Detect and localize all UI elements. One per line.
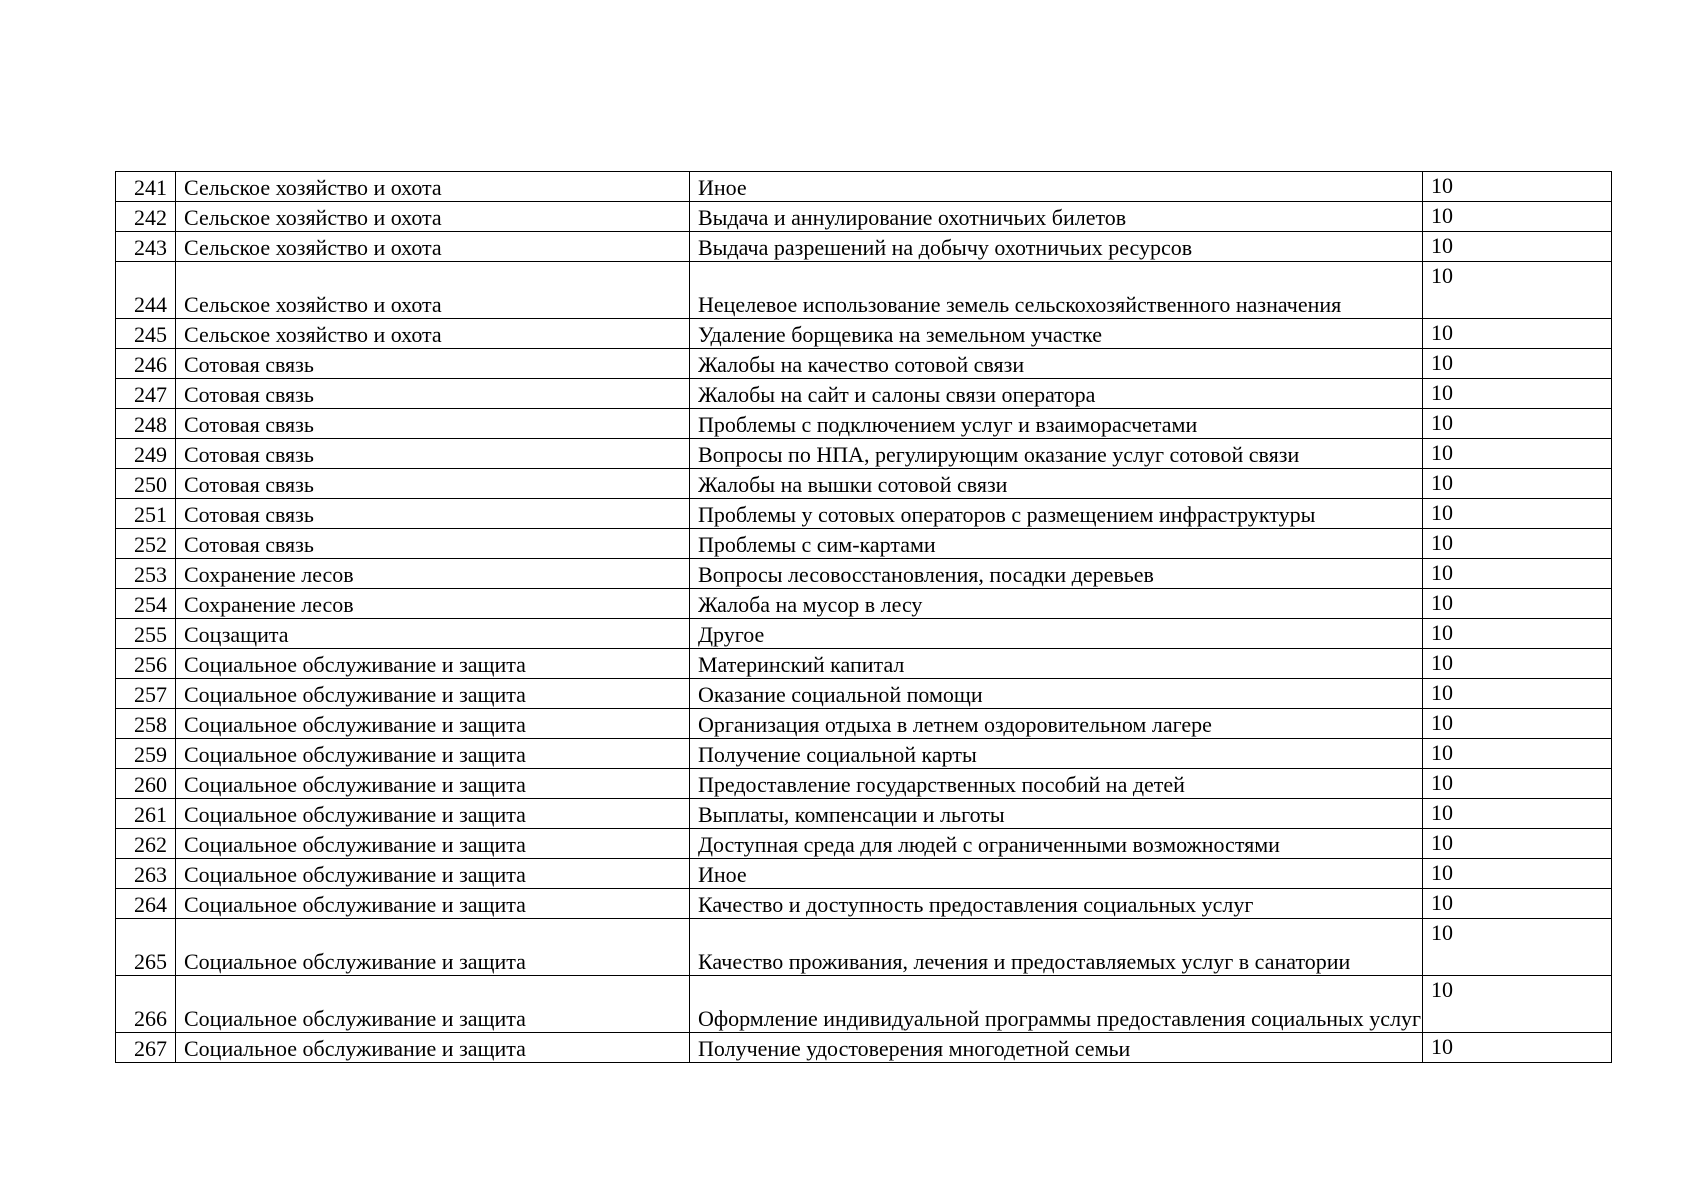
table-row <box>116 589 1612 619</box>
row-number: 261 <box>116 799 176 829</box>
row-number: 251 <box>116 499 176 529</box>
table-row <box>116 619 1612 649</box>
row-value: 10 <box>1423 919 1612 976</box>
row-number: 249 <box>116 439 176 469</box>
row-subject: Проблемы с сим-картами <box>690 529 1423 559</box>
row-subject: Выдача разрешений на добычу охотничьих ресурсов <box>690 232 1423 262</box>
table-row <box>116 349 1612 379</box>
row-category: Социальное обслуживание и защита <box>176 829 690 859</box>
row-category: Соцзащита <box>176 619 690 649</box>
row-category: Сотовая связь <box>176 439 690 469</box>
table-row <box>116 232 1612 262</box>
row-subject: Доступная среда для людей с ограниченными возможностями <box>690 829 1423 859</box>
row-subject: Проблемы у сотовых операторов с размещением инфраструктуры <box>690 499 1423 529</box>
table-row <box>116 829 1612 859</box>
row-number: 241 <box>116 172 176 202</box>
row-subject: Организация отдыха в летнем оздоровительном лагере <box>690 709 1423 739</box>
row-subject: Иное <box>690 859 1423 889</box>
row-subject: Жалоба на мусор в лесу <box>690 589 1423 619</box>
row-number: 245 <box>116 319 176 349</box>
row-category: Социальное обслуживание и защита <box>176 976 690 1033</box>
row-subject: Иное <box>690 172 1423 202</box>
row-subject: Проблемы с подключением услуг и взаиморасчетами <box>690 409 1423 439</box>
row-category: Сотовая связь <box>176 529 690 559</box>
table-row <box>116 469 1612 499</box>
table-row <box>116 739 1612 769</box>
table-body <box>116 172 1612 1063</box>
table-row <box>116 889 1612 919</box>
row-value: 10 <box>1423 589 1612 619</box>
row-value: 10 <box>1423 409 1612 439</box>
table-row <box>116 172 1612 202</box>
row-category: Сотовая связь <box>176 409 690 439</box>
row-value: 10 <box>1423 799 1612 829</box>
table-row <box>116 499 1612 529</box>
table-row <box>116 859 1612 889</box>
row-value: 10 <box>1423 469 1612 499</box>
table-row <box>116 976 1612 1033</box>
data-table <box>115 171 1612 1063</box>
row-value: 10 <box>1423 1033 1612 1063</box>
row-value: 10 <box>1423 859 1612 889</box>
table-row <box>116 262 1612 319</box>
table-row <box>116 439 1612 469</box>
table-row <box>116 769 1612 799</box>
row-subject: Другое <box>690 619 1423 649</box>
row-number: 248 <box>116 409 176 439</box>
row-subject: Качество и доступность предоставления социальных услуг <box>690 889 1423 919</box>
row-number: 264 <box>116 889 176 919</box>
table-row <box>116 799 1612 829</box>
row-subject: Материнский капитал <box>690 649 1423 679</box>
row-subject: Качество проживания, лечения и предоставляемых услуг в санатории <box>690 919 1423 976</box>
row-value: 10 <box>1423 559 1612 589</box>
row-number: 257 <box>116 679 176 709</box>
row-subject: Получение удостоверения многодетной семьи <box>690 1033 1423 1063</box>
row-number: 263 <box>116 859 176 889</box>
table-row <box>116 709 1612 739</box>
table-row <box>116 679 1612 709</box>
row-subject: Оформление индивидуальной программы предоставления социальных услуг <box>690 976 1423 1033</box>
row-subject: Выплаты, компенсации и льготы <box>690 799 1423 829</box>
row-category: Социальное обслуживание и защита <box>176 649 690 679</box>
row-number: 267 <box>116 1033 176 1063</box>
row-category: Сельское хозяйство и охота <box>176 232 690 262</box>
row-number: 247 <box>116 379 176 409</box>
row-subject: Выдача и аннулирование охотничьих билетов <box>690 202 1423 232</box>
table-row <box>116 919 1612 976</box>
row-category: Сохранение лесов <box>176 589 690 619</box>
row-number: 258 <box>116 709 176 739</box>
row-category: Социальное обслуживание и защита <box>176 709 690 739</box>
table-row <box>116 409 1612 439</box>
row-subject: Жалобы на качество сотовой связи <box>690 349 1423 379</box>
row-category: Сельское хозяйство и охота <box>176 319 690 349</box>
row-number: 266 <box>116 976 176 1033</box>
row-value: 10 <box>1423 202 1612 232</box>
row-value: 10 <box>1423 439 1612 469</box>
table-row <box>116 649 1612 679</box>
row-category: Социальное обслуживание и защита <box>176 889 690 919</box>
row-subject: Вопросы лесовосстановления, посадки деревьев <box>690 559 1423 589</box>
row-number: 250 <box>116 469 176 499</box>
row-value: 10 <box>1423 379 1612 409</box>
row-subject: Удаление борщевика на земельном участке <box>690 319 1423 349</box>
table-row <box>116 202 1612 232</box>
table-row <box>116 1033 1612 1063</box>
row-subject: Получение социальной карты <box>690 739 1423 769</box>
row-category: Сотовая связь <box>176 499 690 529</box>
row-value: 10 <box>1423 232 1612 262</box>
row-value: 10 <box>1423 889 1612 919</box>
row-value: 10 <box>1423 739 1612 769</box>
row-number: 244 <box>116 262 176 319</box>
row-value: 10 <box>1423 679 1612 709</box>
row-number: 260 <box>116 769 176 799</box>
row-value: 10 <box>1423 769 1612 799</box>
row-number: 259 <box>116 739 176 769</box>
row-value: 10 <box>1423 349 1612 379</box>
row-category: Сотовая связь <box>176 349 690 379</box>
row-subject: Вопросы по НПА, регулирующим оказание услуг сотовой связи <box>690 439 1423 469</box>
row-category: Социальное обслуживание и защита <box>176 919 690 976</box>
row-number: 242 <box>116 202 176 232</box>
row-value: 10 <box>1423 529 1612 559</box>
row-number: 255 <box>116 619 176 649</box>
row-category: Социальное обслуживание и защита <box>176 769 690 799</box>
table-row <box>116 379 1612 409</box>
row-value: 10 <box>1423 172 1612 202</box>
row-category: Сельское хозяйство и охота <box>176 172 690 202</box>
row-subject: Жалобы на вышки сотовой связи <box>690 469 1423 499</box>
table-row <box>116 319 1612 349</box>
row-number: 243 <box>116 232 176 262</box>
table-row <box>116 529 1612 559</box>
row-number: 265 <box>116 919 176 976</box>
row-number: 252 <box>116 529 176 559</box>
row-number: 262 <box>116 829 176 859</box>
row-category: Сельское хозяйство и охота <box>176 262 690 319</box>
row-category: Социальное обслуживание и защита <box>176 739 690 769</box>
row-value: 10 <box>1423 976 1612 1033</box>
row-value: 10 <box>1423 709 1612 739</box>
row-number: 254 <box>116 589 176 619</box>
row-value: 10 <box>1423 262 1612 319</box>
row-category: Сельское хозяйство и охота <box>176 202 690 232</box>
row-number: 256 <box>116 649 176 679</box>
row-category: Социальное обслуживание и защита <box>176 859 690 889</box>
row-category: Сотовая связь <box>176 469 690 499</box>
row-value: 10 <box>1423 649 1612 679</box>
row-subject: Жалобы на сайт и салоны связи оператора <box>690 379 1423 409</box>
row-category: Сотовая связь <box>176 379 690 409</box>
row-category: Социальное обслуживание и защита <box>176 799 690 829</box>
row-value: 10 <box>1423 619 1612 649</box>
row-category: Социальное обслуживание и защита <box>176 1033 690 1063</box>
row-value: 10 <box>1423 499 1612 529</box>
row-category: Социальное обслуживание и защита <box>176 679 690 709</box>
row-value: 10 <box>1423 829 1612 859</box>
row-category: Сохранение лесов <box>176 559 690 589</box>
row-number: 246 <box>116 349 176 379</box>
row-value: 10 <box>1423 319 1612 349</box>
table-row <box>116 559 1612 589</box>
row-subject: Нецелевое использование земель сельскохозяйственного назначения <box>690 262 1423 319</box>
row-subject: Оказание социальной помощи <box>690 679 1423 709</box>
row-subject: Предоставление государственных пособий на детей <box>690 769 1423 799</box>
row-number: 253 <box>116 559 176 589</box>
